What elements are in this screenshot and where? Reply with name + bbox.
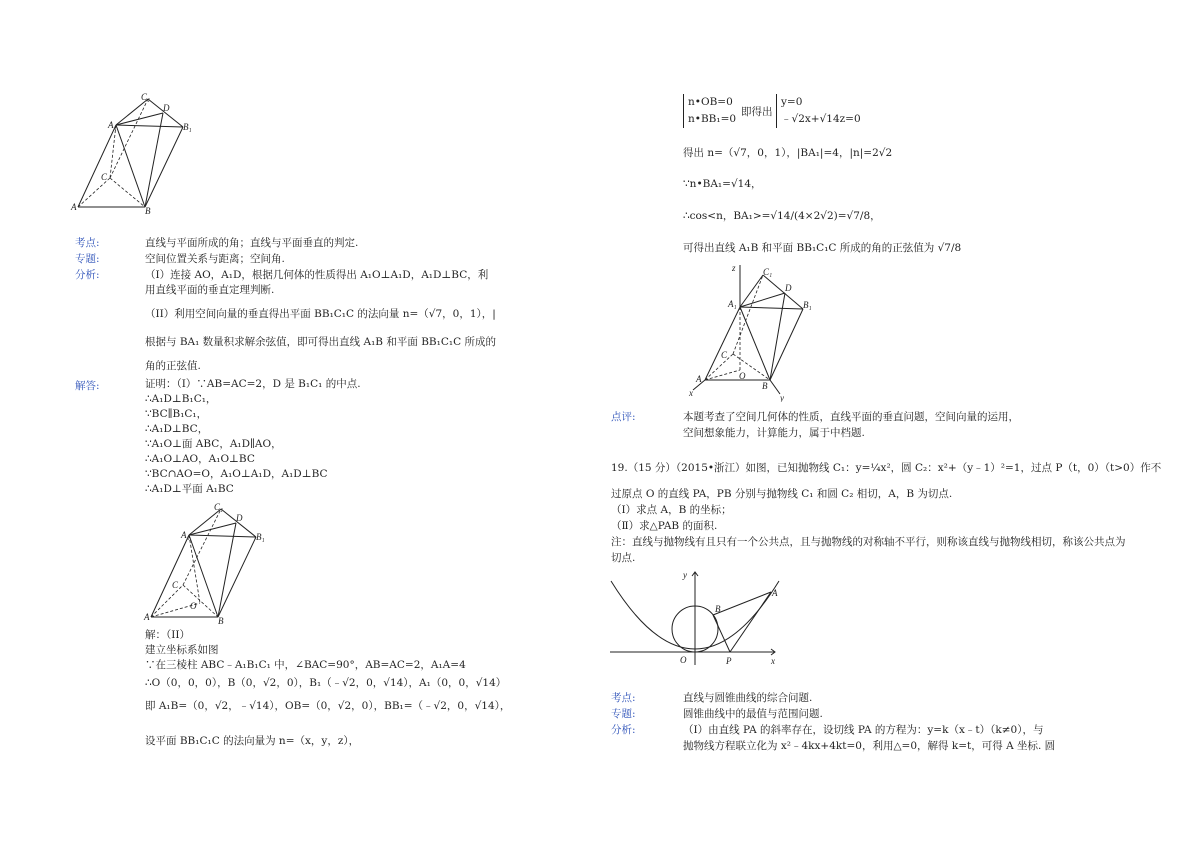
fig1-label-c1: C₁ bbox=[141, 92, 151, 102]
sol2-line: ∵在三棱柱 ABC﹣A₁B₁C₁ 中，∠BAC=90°，AB=AC=2，A₁A=4 bbox=[145, 659, 466, 671]
figure-prism-coords bbox=[685, 262, 820, 402]
zhuanti-label-2: 专题: bbox=[611, 708, 636, 720]
fig1-label-d: D bbox=[163, 103, 170, 113]
kaodian-text: 直线与平面所成的角；直线与平面垂直的判定. bbox=[145, 237, 359, 249]
proof-line: ∵A₁O⊥面 ABC，A₁D∥AO， bbox=[145, 438, 282, 450]
fig2-label-b: B bbox=[218, 616, 224, 625]
fig3-label-b: B bbox=[762, 381, 768, 391]
fig2-label-c1: C₁ bbox=[214, 502, 224, 512]
q19-line-1: 19.（15 分）（2015•浙江）如图，已知抛物线 C₁：y=¼x²，圆 C₂：x²+（y﹣1）²=1，过点 P（t，0）（t>0）作不 bbox=[611, 462, 1162, 474]
fig3-label-o: O bbox=[739, 371, 746, 381]
fig4-label-b: B bbox=[715, 604, 721, 614]
sol2-line-vectors: 即 A₁B=（0，√2，﹣√14），OB=（0，√2，0），BB₁=（﹣√2，0，√14）， bbox=[145, 700, 511, 712]
jieda-label: 解答: bbox=[75, 380, 100, 392]
proof-line: ∴A₁D⊥平面 A₁BC bbox=[145, 483, 234, 495]
fig1-label-b1: B₁ bbox=[183, 122, 192, 132]
result-line-1: 得出 n=（√7，0，1），|BA₁|=4，|n|=2√2 bbox=[683, 147, 893, 159]
fig3-label-b1: B₁ bbox=[803, 300, 812, 310]
fig3-label-a1: A₁ bbox=[728, 299, 737, 309]
fig1-label-a1: A₁ bbox=[108, 120, 117, 130]
fig3-label-y: y bbox=[780, 393, 784, 402]
sys-eq-2: n•BB₁=0 bbox=[688, 113, 737, 125]
solution-2-intro bbox=[145, 628, 466, 673]
zhuanti-text-2: 圆锥曲线中的最值与范围问题. bbox=[683, 708, 823, 720]
figure-prism-1 bbox=[70, 90, 200, 215]
fenxi-line-5: 角的正弦值. bbox=[145, 360, 201, 372]
fig2-label-d: D bbox=[236, 513, 243, 523]
fenxi-line-2: 用直线平面的垂直定理判断. bbox=[145, 284, 275, 296]
result-line-4: 可得出直线 A₁B 和平面 BB₁C₁C 所成的角的正弦值为 √7/8 bbox=[683, 242, 962, 254]
sys-eq-4: ﹣√2x+√14z=0 bbox=[781, 113, 861, 125]
fig2-label-o: O bbox=[190, 601, 197, 611]
fig2-label-b1: B₁ bbox=[256, 532, 265, 542]
fig4-label-a: A bbox=[772, 588, 778, 598]
sol2-line: 解：（II） bbox=[145, 629, 191, 641]
fenxi-text-2-line-1: （I）由直线 PA 的斜率存在，设切线 PA 的方程为：y=k（x﹣t）（k≠0），与 bbox=[683, 724, 1044, 736]
fig3-label-d: D bbox=[785, 283, 792, 293]
fig4-label-y: y bbox=[683, 570, 687, 580]
kaodian-text-2: 直线与圆锥曲线的综合问题. bbox=[683, 692, 813, 704]
dianping-line-1: 本题考查了空间几何体的性质，直线平面的垂直问题，空间向量的运用， bbox=[683, 411, 1019, 423]
fig2-label-a1: A₁ bbox=[181, 530, 190, 540]
proof-block bbox=[145, 377, 361, 497]
fenxi-label: 分析: bbox=[75, 269, 100, 281]
proof-line: ∴A₁D⊥BC， bbox=[145, 423, 209, 435]
fig3-label-z: z bbox=[732, 263, 736, 273]
fig1-label-a: A bbox=[71, 202, 77, 212]
fenxi-label-2: 分析: bbox=[611, 724, 636, 736]
figure-parabola-circle bbox=[605, 567, 785, 669]
sol2-line-normal: 设平面 BB₁C₁C 的法向量为 n=（x，y，z）， bbox=[145, 735, 360, 747]
kaodian-label-2: 考点: bbox=[611, 692, 636, 704]
q19-line-2: 过原点 O 的直线 PA，PB 分别与抛物线 C₁ 和圆 C₂ 相切，A，B 为切点. bbox=[611, 488, 953, 500]
zhuanti-text: 空间位置关系与距离；空间角. bbox=[145, 253, 285, 265]
q19-line-6: 切点. bbox=[611, 552, 636, 564]
fig3-label-a: A bbox=[696, 374, 702, 384]
q19-line-5: 注：直线与抛物线有且只有一个公共点，且与抛物线的对称轴不平行，则称该直线与抛物线相切，称该公共点为 bbox=[611, 536, 1126, 548]
proof-line: ∴A₁D⊥B₁C₁， bbox=[145, 393, 217, 405]
proof-line: ∴A₁O⊥AO，A₁O⊥BC bbox=[145, 453, 255, 465]
dianping-line-2: 空间想象能力，计算能力，属于中档题. bbox=[683, 427, 865, 439]
zhuanti-label: 专题: bbox=[75, 253, 100, 265]
sys-eq-1: n•OB=0 bbox=[688, 96, 733, 108]
fig4-label-x: x bbox=[771, 656, 775, 666]
fenxi-text-2-line-2: 抛物线方程联立化为 x²﹣4kx+4kt=0，利用△=0，解得 k=t，可得 A 坐标. 圆 bbox=[683, 740, 1056, 752]
proof-line: 证明：（I）∵AB=AC=2，D 是 B₁C₁ 的中点. bbox=[145, 378, 361, 390]
fig1-label-b: B bbox=[145, 206, 151, 215]
q19-line-4: （Ⅱ）求△PAB 的面积. bbox=[611, 520, 718, 532]
equation-system-2 bbox=[776, 94, 861, 128]
kaodian-label: 考点: bbox=[75, 237, 100, 249]
fig2-label-a: A bbox=[144, 612, 150, 622]
fig4-label-p: P bbox=[726, 656, 732, 666]
result-line-3: ∴cos<n，BA₁>=√14/(4×2√2)=√7/8， bbox=[683, 210, 881, 222]
fenxi-line-3: （II）利用空间向量的垂直得出平面 BB₁C₁C 的法向量 n=（√7，0，1），| bbox=[145, 308, 496, 320]
fig3-label-c: C bbox=[721, 350, 728, 360]
jide-text: 即得出 bbox=[741, 106, 773, 118]
proof-line: ∵BC∥B₁C₁， bbox=[145, 408, 208, 420]
sol2-line-coords: ∴O（0，0，0），B（0，√2，0），B₁（﹣√2，0，√14），A₁（0，0，√14） bbox=[145, 677, 507, 689]
dianping-label: 点评: bbox=[611, 411, 636, 423]
fig3-label-x: x bbox=[689, 388, 693, 398]
proof-line: ∵BC∩AO=O，A₁O⊥A₁D，A₁D⊥BC bbox=[145, 468, 328, 480]
equation-system-1 bbox=[683, 94, 736, 128]
fig2-label-c: C bbox=[172, 580, 179, 590]
sol2-line: 建立坐标系如图 bbox=[145, 644, 219, 656]
fenxi-line-4: 根据与 BA₁ 数量积求解余弦值，即可得出直线 A₁B 和平面 BB₁C₁C 所成的 bbox=[145, 336, 496, 348]
result-line-2: ∵n•BA₁=√14， bbox=[683, 178, 762, 190]
fig4-label-o: O bbox=[680, 655, 687, 665]
figure-prism-2 bbox=[143, 500, 273, 625]
sys-eq-3: y=0 bbox=[781, 96, 803, 108]
fig1-label-c: C bbox=[101, 172, 108, 182]
q19-line-3: （Ⅰ）求点 A，B 的坐标； bbox=[611, 504, 732, 516]
fenxi-line-1: （I）连接 AO，A₁D，根据几何体的性质得出 A₁O⊥A₁D，A₁D⊥BC，利 bbox=[145, 269, 489, 281]
fig3-label-c1: C₁ bbox=[763, 267, 773, 277]
